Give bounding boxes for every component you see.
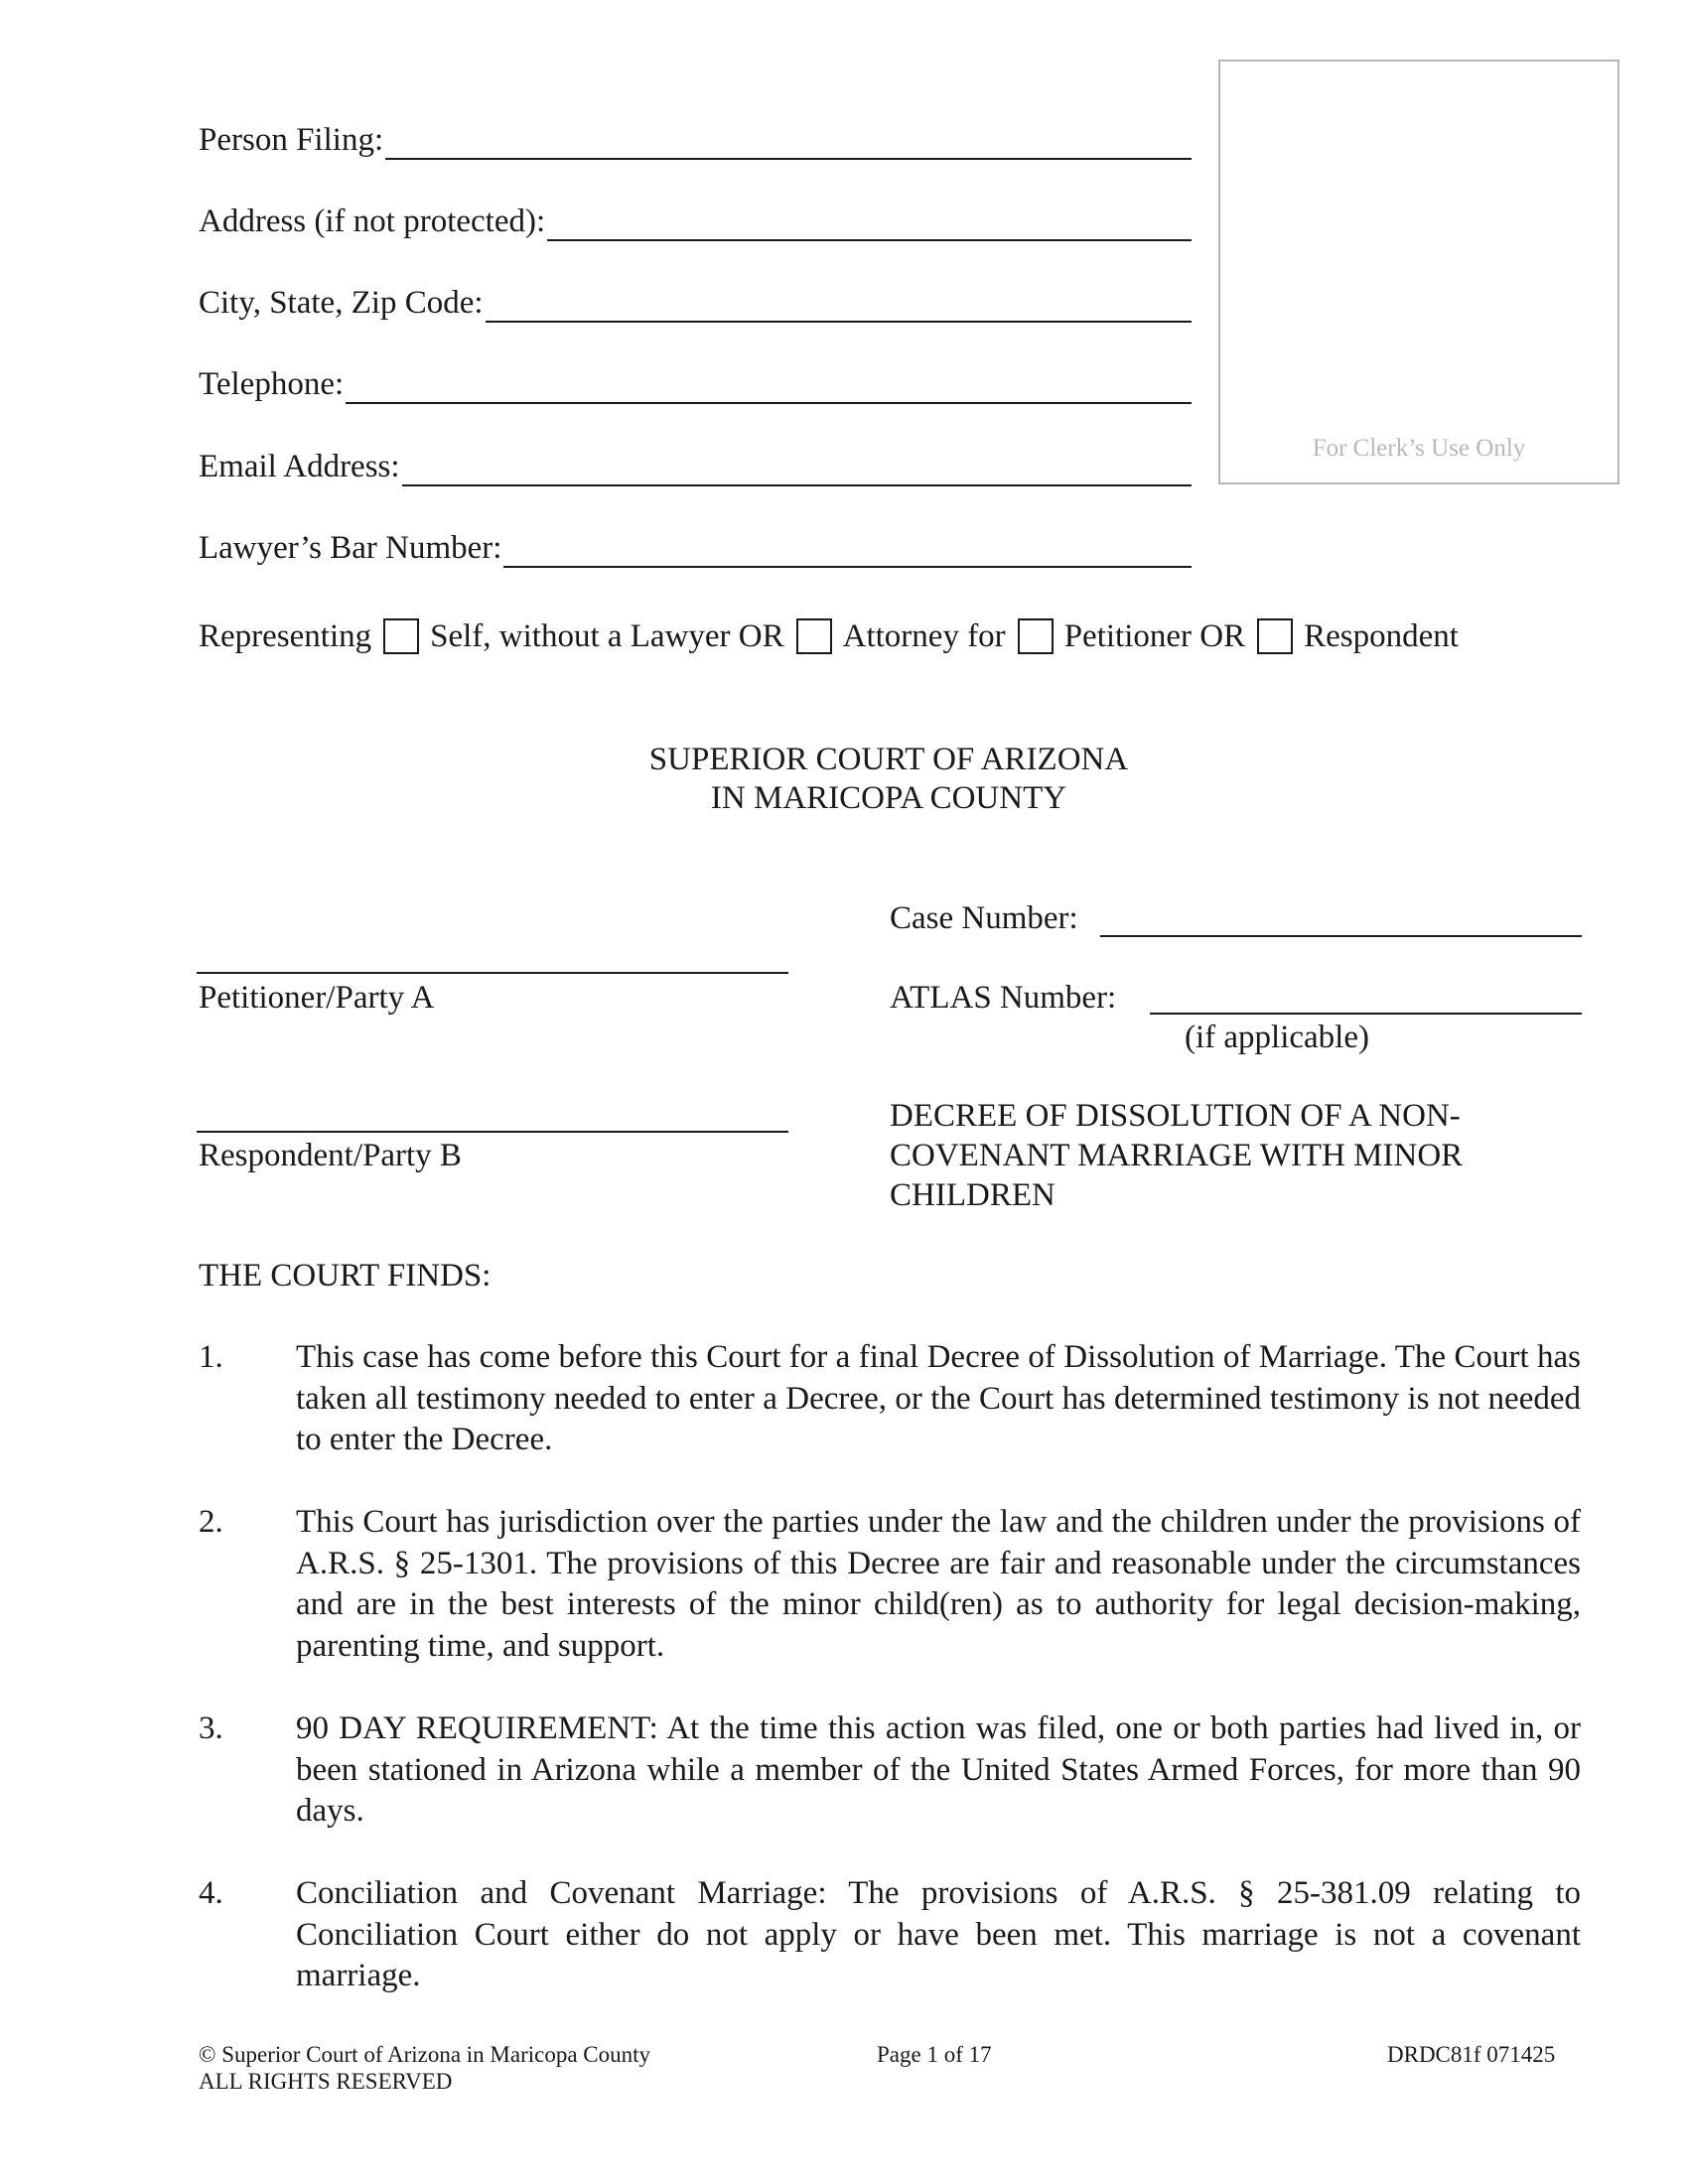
bar-number-line[interactable] <box>503 534 1192 568</box>
document-title-line-1: DECREE OF DISSOLUTION OF A NON- <box>890 1098 1461 1134</box>
self-checkbox[interactable] <box>383 618 419 654</box>
person-filing-line[interactable] <box>385 126 1192 160</box>
respondent-checkbox[interactable] <box>1257 618 1293 654</box>
representing-row <box>199 614 1459 658</box>
telephone-line[interactable] <box>346 370 1192 404</box>
city-state-zip-field[interactable] <box>199 283 1192 323</box>
findings-heading: THE COURT FINDS: <box>199 1258 492 1294</box>
atlas-note: (if applicable) <box>1185 1020 1369 1055</box>
footer-copyright: © Superior Court of Arizona in Maricopa County <box>199 2042 651 2067</box>
document-title-line-2: COVENANT MARRIAGE WITH MINOR <box>890 1138 1464 1173</box>
petitioner-checkbox[interactable] <box>1018 618 1054 654</box>
telephone-field[interactable] <box>199 364 1192 404</box>
finding-2-number: 2. <box>199 1504 223 1540</box>
representing-label: Representing <box>199 617 372 654</box>
case-number-line[interactable] <box>1100 935 1582 937</box>
city-state-zip-line[interactable] <box>486 289 1192 323</box>
atlas-number-label: ATLAS Number: <box>890 980 1117 1016</box>
respondent-label: Respondent/Party B <box>199 1138 462 1173</box>
finding-4-text: Conciliation and Covenant Marriage: The provisions of A.R.S. § 25-381.09 relating to Conciliation Court either do not apply or have been met. This marriage is not a covenant marriage. <box>296 1875 1581 1993</box>
person-filing-label: Person Filing: <box>199 122 384 158</box>
court-name: SUPERIOR COURT OF ARIZONA <box>648 742 1129 777</box>
clerk-use-box <box>1218 60 1619 484</box>
finding-2-text: This Court has jurisdiction over the parties under the law and the children under the provisions of A.R.S. § 25-1301. The provisions of this Decree are fair and reasonable under the circumstances and are in the best interests of the minor child(ren) as to authority for legal decision-making, parenting time, and support. <box>296 1504 1581 1664</box>
petitioner-option-label: Petitioner OR <box>1063 617 1246 654</box>
self-option-label: Self, without a Lawyer OR <box>430 617 784 654</box>
footer-rights: ALL RIGHTS RESERVED <box>199 2069 453 2094</box>
bar-number-field[interactable] <box>199 528 1192 568</box>
finding-4-number: 4. <box>199 1875 223 1911</box>
email-field[interactable] <box>199 447 1192 486</box>
address-field[interactable] <box>199 202 1192 241</box>
attorney-checkbox[interactable] <box>796 618 832 654</box>
email-line[interactable] <box>402 453 1192 486</box>
email-label: Email Address: <box>199 449 400 484</box>
atlas-number-line[interactable] <box>1150 1013 1582 1015</box>
telephone-label: Telephone: <box>199 366 345 402</box>
court-county: IN MARICOPA COUNTY <box>710 780 1067 816</box>
clerk-use-note: For Clerk’s Use Only <box>1312 435 1526 462</box>
address-label: Address (if not protected): <box>199 204 546 239</box>
finding-3-text: 90 DAY REQUIREMENT: At the time this action was filed, one or both parties had lived in, or been stationed in Arizona while a member of the United States Armed Forces, for more than 90 days. <box>296 1710 1581 1829</box>
finding-3-number: 3. <box>199 1710 223 1746</box>
attorney-option-label: Attorney for <box>842 617 1006 654</box>
bar-number-label: Lawyer’s Bar Number: <box>199 530 502 566</box>
footer-form-code: DRDC81f 071425 <box>1387 2042 1556 2067</box>
petitioner-label: Petitioner/Party A <box>199 980 435 1016</box>
petitioner-line[interactable] <box>197 972 788 974</box>
city-state-zip-label: City, State, Zip Code: <box>199 285 484 321</box>
footer-page-number: Page 1 of 17 <box>877 2042 992 2067</box>
finding-1-number: 1. <box>199 1339 223 1375</box>
respondent-line[interactable] <box>197 1131 788 1133</box>
person-filing-field[interactable] <box>199 120 1192 160</box>
respondent-option-label: Respondent <box>1304 617 1459 654</box>
case-number-label: Case Number: <box>890 900 1078 936</box>
address-line[interactable] <box>547 207 1192 241</box>
finding-1-text: This case has come before this Court for a final Decree of Dissolution of Marriage. The Court has taken all testimony needed to enter a Decree, or the Court has determined testimony is not needed to enter the Decree. <box>296 1339 1581 1457</box>
document-title-line-3: CHILDREN <box>890 1177 1055 1213</box>
